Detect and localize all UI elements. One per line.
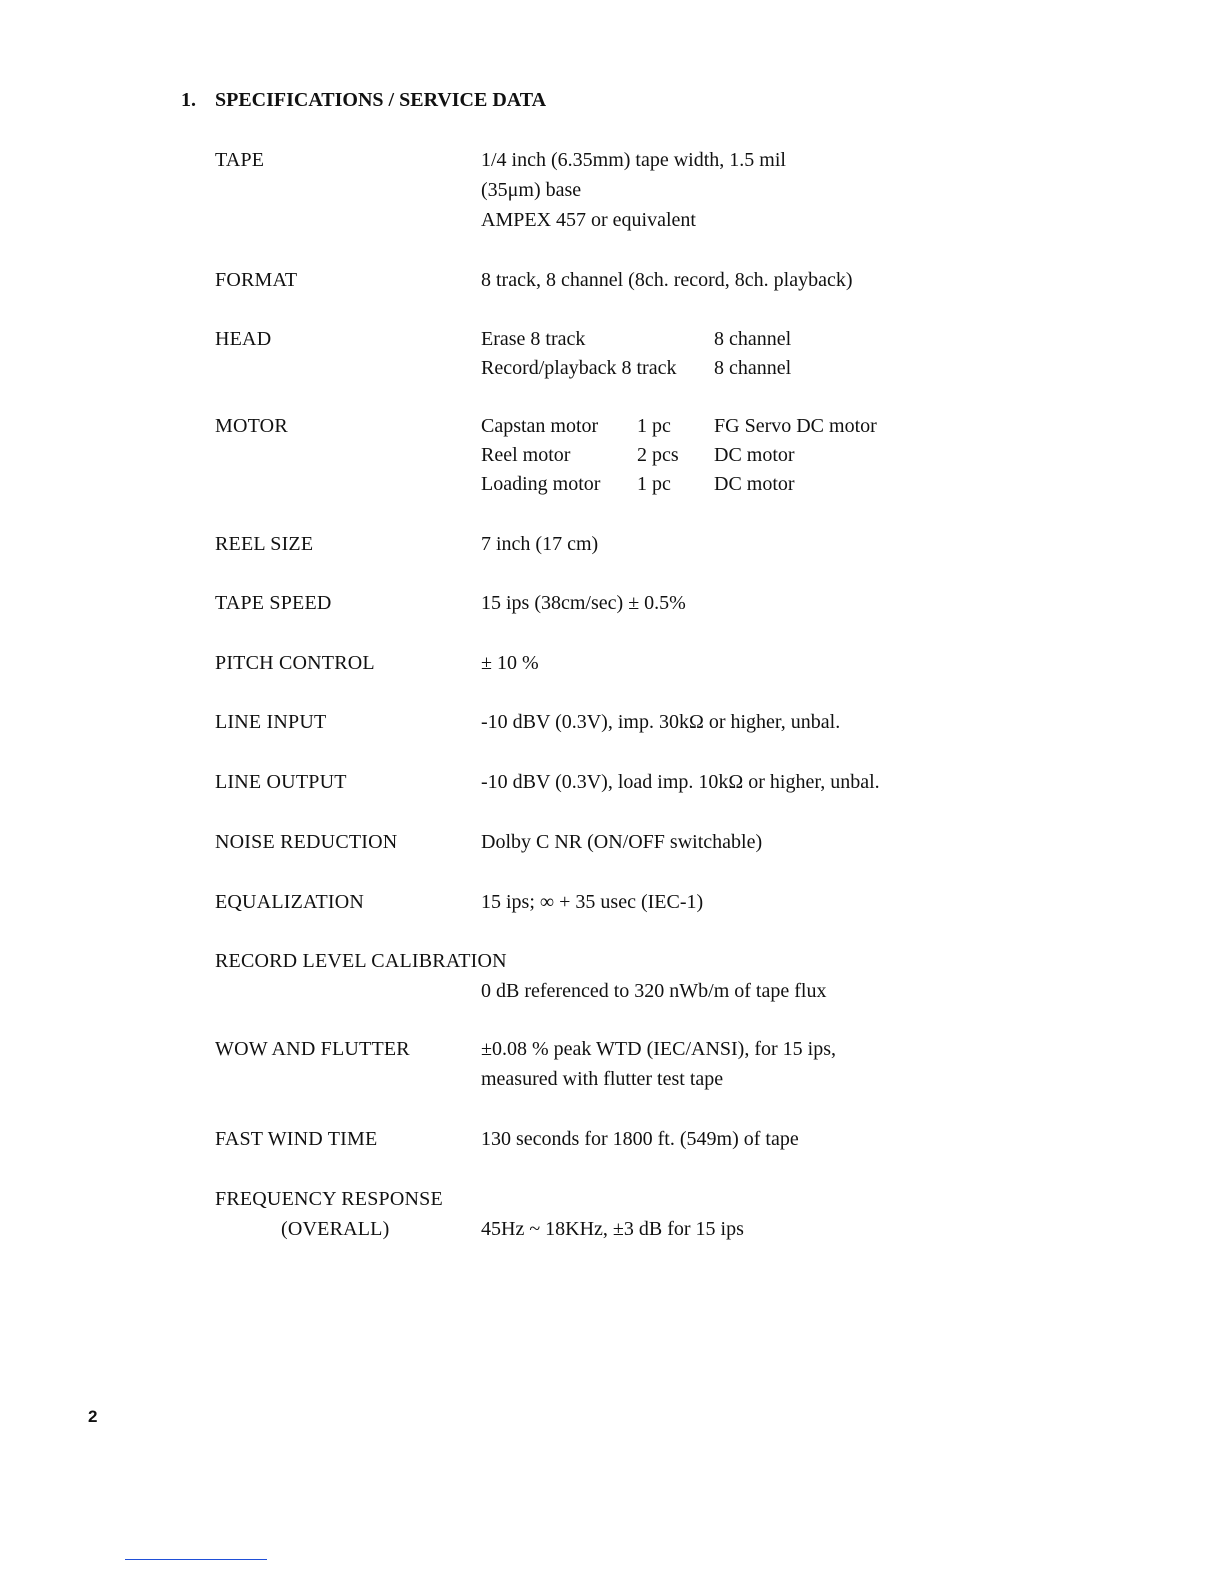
spec-value-noise-reduction: Dolby C NR (ON/OFF switchable) (481, 831, 763, 853)
motor-row-type: FG Servo DC motor (714, 415, 877, 437)
motor-row-qty: 1 pc (637, 473, 671, 495)
spec-value-line-input: -10 dBV (0.3V), imp. 30kΩ or higher, unbal. (481, 711, 841, 733)
spec-label-frequency-response: FREQUENCY RESPONSE (215, 1188, 443, 1210)
section-title: SPECIFICATIONS / SERVICE DATA (215, 89, 547, 111)
spec-label-noise-reduction: NOISE REDUCTION (215, 831, 398, 853)
spec-label-pitch-control: PITCH CONTROL (215, 652, 375, 674)
motor-row-type: DC motor (714, 473, 795, 495)
spec-value-fast-wind: 130 seconds for 1800 ft. (549m) of tape (481, 1128, 799, 1150)
motor-row-type: DC motor (714, 444, 795, 466)
spec-label-record-level: RECORD LEVEL CALIBRATION (215, 950, 507, 972)
spec-label-line-input: LINE INPUT (215, 711, 327, 733)
spec-value-pitch-control: ± 10 % (481, 652, 539, 674)
spec-value-equalization: 15 ips; ∞ + 35 usec (IEC-1) (481, 891, 704, 913)
head-row-name: Record/playback 8 track (481, 357, 677, 379)
motor-row-qty: 1 pc (637, 415, 671, 437)
spec-label-wow-flutter: WOW AND FLUTTER (215, 1038, 410, 1060)
section-number: 1. (181, 89, 196, 111)
motor-row-qty: 2 pcs (637, 444, 679, 466)
spec-label-head: HEAD (215, 328, 272, 350)
spec-value-tape-line1: 1/4 inch (6.35mm) tape width, 1.5 mil (481, 149, 786, 171)
spec-value-record-level: 0 dB referenced to 320 nWb/m of tape flux (481, 980, 827, 1002)
spec-value-wow-flutter-line2: measured with flutter test tape (481, 1068, 724, 1090)
spec-value-reel-size: 7 inch (17 cm) (481, 533, 599, 555)
spec-label-motor: MOTOR (215, 415, 288, 437)
footer-rule (125, 1559, 267, 1560)
spec-value-format: 8 track, 8 channel (8ch. record, 8ch. playback) (481, 269, 853, 291)
page-number: 2 (88, 1407, 98, 1426)
spec-label-equalization: EQUALIZATION (215, 891, 365, 913)
spec-label-format: FORMAT (215, 269, 298, 291)
spec-value-frequency-response: 45Hz ~ 18KHz, ±3 dB for 15 ips (481, 1218, 744, 1240)
head-row-channels: 8 channel (714, 357, 792, 379)
head-row-name: Erase 8 track (481, 328, 586, 350)
spec-value-tape-line3: AMPEX 457 or equivalent (481, 209, 696, 231)
spec-label-tape: TAPE (215, 149, 265, 171)
spec-label-fast-wind: FAST WIND TIME (215, 1128, 378, 1150)
motor-row-name: Capstan motor (481, 415, 599, 437)
spec-value-line-output: -10 dBV (0.3V), load imp. 10kΩ or higher, unbal. (481, 771, 880, 793)
spec-value-tape-line2: (35μm) base (481, 179, 582, 201)
spec-label-tape-speed: TAPE SPEED (215, 592, 332, 614)
spec-label-line-output: LINE OUTPUT (215, 771, 347, 793)
spec-sublabel-frequency-response: (OVERALL) (281, 1218, 390, 1240)
motor-row-name: Loading motor (481, 473, 601, 495)
motor-row-name: Reel motor (481, 444, 571, 466)
spec-value-wow-flutter-line1: ±0.08 % peak WTD (IEC/ANSI), for 15 ips, (481, 1038, 836, 1060)
head-row-channels: 8 channel (714, 328, 792, 350)
spec-label-reel-size: REEL SIZE (215, 533, 314, 555)
spec-value-tape-speed: 15 ips (38cm/sec) ± 0.5% (481, 592, 686, 614)
